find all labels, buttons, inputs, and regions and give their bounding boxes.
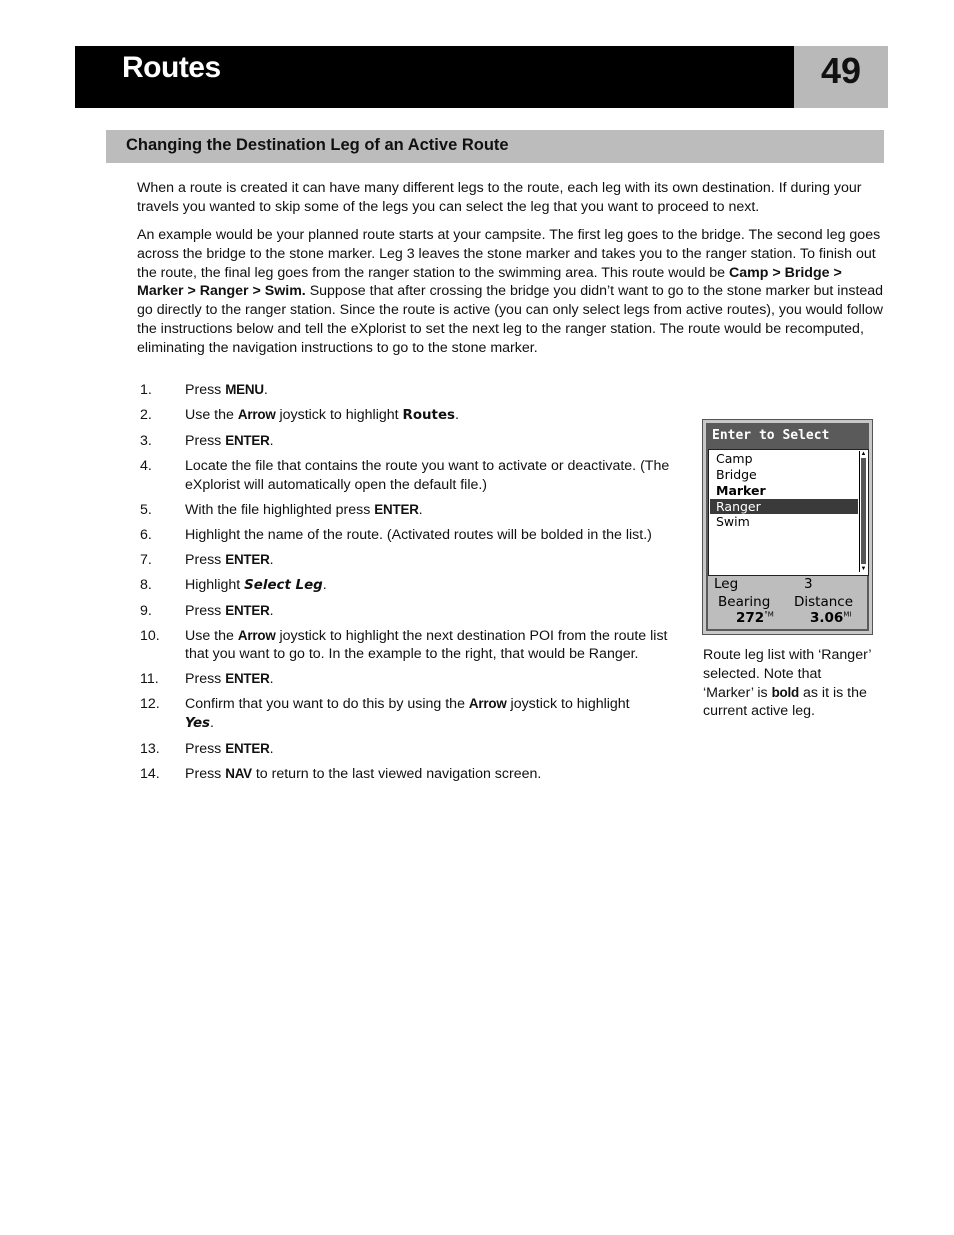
step-ui-yes: Yes	[185, 716, 211, 732]
step-text-post: .	[210, 715, 214, 732]
bearing-label: Bearing	[718, 594, 771, 610]
scroll-up-arrow-icon: ▲	[860, 451, 867, 457]
step-number: 9.	[140, 602, 152, 619]
leg-item-camp: Camp	[716, 451, 753, 466]
bearing-value-group	[736, 610, 774, 626]
step-number: 7.	[140, 551, 152, 568]
step-text-post: .	[269, 741, 274, 758]
step-number: 11.	[140, 671, 159, 688]
step-7	[137, 551, 677, 570]
step-8	[137, 576, 677, 596]
step-number: 14.	[140, 766, 160, 783]
step-number: 10.	[140, 627, 160, 644]
bearing-unit: °M	[764, 610, 774, 619]
step-key-enter: ENTER	[225, 432, 270, 448]
bearing-value: 272	[736, 610, 765, 626]
step-number: 1.	[140, 382, 152, 398]
caption-bold-word: bold	[771, 684, 800, 700]
step-number: 2.	[140, 406, 152, 423]
step-text-post: to return to the last viewed navigation screen.	[251, 766, 542, 783]
step-text-post: .	[269, 671, 274, 688]
instruction-steps	[137, 381, 677, 790]
step-text-pre: Press	[185, 382, 226, 398]
step-key-arrow: Arrow	[237, 627, 276, 643]
intro-paragraph-2-text-a: An example would be your planned route starts at your campsite. The first leg goes to the bridge. The second leg goes across the bridge to the stone marker. Leg 3 leaves the stone marker and takes you to the ranger station. To finish out the route, the final leg goes from the ranger station to the swimming area. This route would be	[137, 227, 881, 281]
step-text	[185, 406, 677, 426]
leg-list	[708, 449, 869, 576]
step-key-enter: ENTER	[225, 551, 270, 567]
step-text-post: joystick to highlight the next destination POI from the route list that you want to go to. In the example to the right, that would be Ranger.	[185, 627, 668, 663]
step-11	[137, 670, 677, 689]
step-12	[137, 695, 677, 734]
step-text-post: .	[322, 576, 327, 593]
page-number: 49	[820, 50, 862, 91]
leg-info-panel	[708, 576, 867, 629]
step-text	[185, 432, 677, 451]
step-text-pre: Press	[185, 741, 226, 758]
step-text-post: .	[269, 602, 274, 619]
step-text-mid: joystick to highlight	[506, 696, 630, 713]
leg-label: Leg	[714, 576, 739, 592]
step-3	[137, 432, 677, 451]
step-text-pre: Highlight	[185, 576, 245, 593]
step-text-pre: With the file highlighted press	[185, 501, 375, 518]
leg-item-swim: Swim	[716, 514, 750, 529]
distance-label: Distance	[794, 594, 854, 610]
list-scrollbar	[859, 451, 867, 572]
step-key-enter: ENTER	[225, 671, 270, 687]
step-key-menu: MENU	[225, 382, 264, 397]
step-9	[137, 602, 677, 621]
device-screen	[706, 423, 869, 631]
scrollbar-thumb	[861, 458, 866, 564]
step-text	[185, 602, 677, 621]
section-title: Changing the Destination Leg of an Active Route	[126, 136, 509, 154]
step-text	[185, 551, 677, 570]
step-text-pre: Press	[185, 602, 226, 619]
step-text-post: .	[418, 501, 423, 518]
step-text-post: .	[455, 406, 459, 423]
step-number: 5.	[140, 501, 152, 518]
distance-unit: MI	[843, 610, 852, 619]
step-text-post: .	[269, 551, 274, 568]
step-ui-routes: Routes	[402, 407, 456, 423]
step-1	[137, 381, 677, 400]
leg-value: 3	[804, 576, 813, 592]
step-text	[185, 627, 677, 665]
leg-item-bridge: Bridge	[716, 467, 757, 482]
step-text	[185, 695, 677, 734]
chapter-title: Routes	[122, 51, 221, 84]
leg-item-marker: Marker	[716, 483, 766, 498]
distance-value: 3.06	[810, 610, 844, 626]
step-number: 12.	[140, 696, 160, 713]
figure-caption	[703, 646, 875, 721]
step-text	[185, 740, 677, 759]
step-text	[185, 501, 677, 520]
page-number-box	[794, 46, 888, 108]
device-screenshot	[702, 419, 873, 635]
step-key-arrow: Arrow	[237, 406, 276, 422]
step-key-enter: ENTER	[374, 501, 419, 517]
step-text	[185, 381, 677, 400]
intro-paragraph-2-text-b: Suppose that after crossing the bridge you didn’t want to go to the stone marker but instead go directly to the ranger station. Since the route is active (you can only select legs from active routes), you would follow the instructions below and tell the eXplorist to set the next leg to the ranger station. The route would be recomputed, eliminating the navigation instructions to go to the stone marker.	[137, 283, 884, 356]
page-header-bar	[75, 46, 794, 108]
step-text-pre: Press	[185, 432, 226, 449]
step-text	[185, 576, 677, 596]
step-text-pre: Confirm that you want to do this by using the	[185, 696, 469, 713]
step-4	[137, 457, 677, 495]
step-6	[137, 526, 677, 545]
device-screen-title: Enter to Select	[712, 428, 830, 443]
step-text-pre: Use the	[185, 627, 238, 644]
step-text	[185, 670, 677, 689]
step-key-arrow: Arrow	[468, 696, 507, 712]
step-2	[137, 406, 677, 426]
step-14	[137, 765, 677, 784]
step-key-nav: NAV	[225, 766, 252, 782]
step-text-pre: Press	[185, 671, 226, 688]
step-13	[137, 740, 677, 759]
leg-item-ranger: Ranger	[710, 499, 858, 514]
step-number: 8.	[140, 576, 152, 593]
step-number: 6.	[140, 526, 152, 543]
step-number: 3.	[140, 432, 152, 449]
caption-text-b: as it is the current active leg.	[703, 684, 867, 720]
step-text-mid: joystick to highlight	[275, 406, 403, 423]
section-heading-bar	[106, 130, 884, 163]
caption-text-a: Route leg list with ‘Ranger’ selected. Note that ‘Marker’ is	[703, 647, 871, 701]
route-sequence: Camp > Bridge > Marker > Ranger > Swim.	[137, 264, 842, 300]
step-number: 4.	[140, 457, 152, 474]
step-text: Locate the file that contains the route you want to activate or deactivate. (The eXplorist will automatically open the default file.)	[185, 457, 670, 493]
intro-paragraph-2	[137, 226, 887, 358]
step-ui-select-leg: Select Leg	[244, 577, 323, 593]
step-text-pre: Press	[185, 551, 226, 568]
step-number: 13.	[140, 741, 160, 758]
distance-value-group	[810, 610, 851, 626]
step-text: Highlight the name of the route. (Activated routes will be bolded in the list.)	[185, 526, 652, 543]
step-text-post: .	[269, 432, 274, 449]
step-5	[137, 501, 677, 520]
step-text-pre: Press	[185, 766, 226, 783]
step-10	[137, 627, 677, 665]
step-text-post: .	[263, 382, 268, 398]
step-key-enter: ENTER	[225, 741, 270, 757]
intro-paragraph-1: When a route is created it can have many different legs to the route, each leg with its own destination. If during your travels you wanted to skip some of the legs you can select the leg that you want to proceed to next.	[137, 180, 862, 215]
step-key-enter: ENTER	[225, 602, 270, 618]
scroll-down-arrow-icon: ▼	[860, 566, 867, 572]
step-text-pre: Use the	[185, 406, 238, 423]
step-text	[185, 765, 677, 784]
